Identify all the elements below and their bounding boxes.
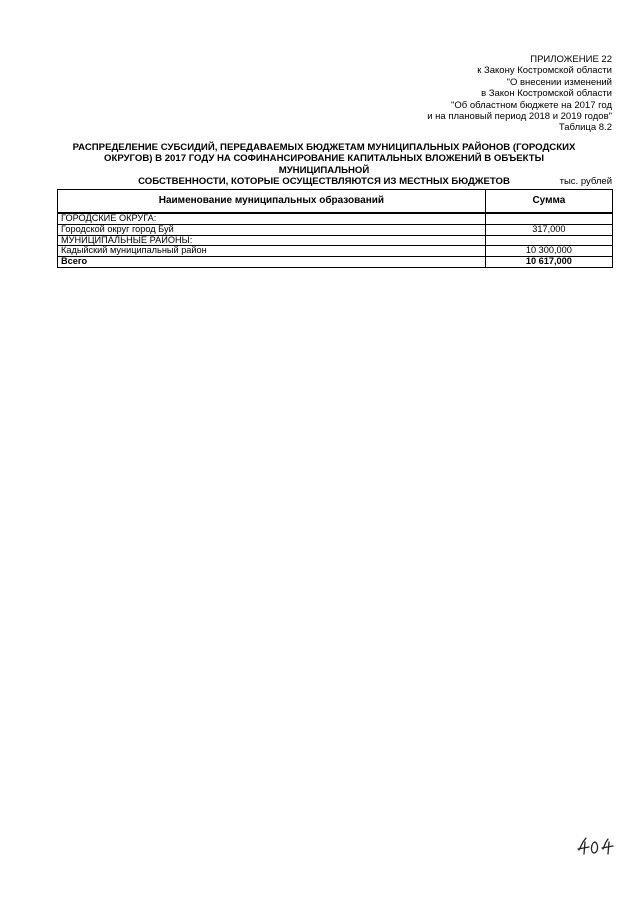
- column-header-sum: Сумма: [485, 190, 612, 214]
- header-line: "О внесении изменений: [506, 76, 612, 88]
- table-row: [58, 213, 613, 224]
- row-name: Кадыйский муниципальный район: [58, 246, 486, 257]
- row-sum: 10 300,000: [485, 246, 612, 257]
- appendix-header: [427, 54, 612, 134]
- title-line: СОБСТВЕННОСТИ, КОТОРЫЕ ОСУЩЕСТВЛЯЮТСЯ ИЗ МЕСТНЫХ БЮДЖЕТОВ: [138, 176, 510, 188]
- header-line: в Закон Костромской области: [481, 88, 612, 100]
- table-row: [58, 235, 613, 246]
- title-line: ОКРУГОВ) В 2017 ГОДУ НА СОФИНАНСИРОВАНИЕ КАПИТАЛЬНЫХ ВЛОЖЕНИЙ В ОБЪЕКТЫ МУНИЦИПАЛЬНОЙ: [104, 153, 544, 176]
- table-header-row: [58, 190, 613, 214]
- title-line: РАСПРЕДЕЛЕНИЕ СУБСИДИЙ, ПЕРЕДАВАЕМЫХ БЮДЖЕТАМ МУНИЦИПАЛЬНЫХ РАЙОНОВ (ГОРОДСКИХ: [72, 142, 576, 153]
- row-sum: [485, 213, 612, 224]
- header-line: к Закону Костромской области: [477, 65, 612, 77]
- total-label: Всего: [58, 257, 486, 268]
- total-sum: 10 617,000: [485, 257, 612, 268]
- table-total-row: [58, 257, 613, 268]
- header-line: ПРИЛОЖЕНИЕ 22: [530, 54, 612, 65]
- header-line: и на плановый период 2018 и 2019 годов": [427, 111, 612, 123]
- document-title: [66, 142, 582, 188]
- subsidy-table: [57, 189, 613, 268]
- row-name: Городской округ город Буй: [58, 224, 486, 235]
- column-header-name: Наименование муниципальных образований: [58, 190, 486, 214]
- row-sum: 317,000: [485, 224, 612, 235]
- handwritten-page-number: [576, 834, 616, 856]
- table-number: Таблица 8.2: [558, 122, 612, 134]
- table-row: [58, 246, 613, 257]
- header-line: "Об областном бюджете на 2017 год: [451, 99, 612, 111]
- row-sum: [485, 235, 612, 246]
- row-name: МУНИЦИПАЛЬНЫЕ РАЙОНЫ:: [58, 235, 486, 246]
- units-label: тыс. рублей: [559, 176, 612, 187]
- row-name: ГОРОДСКИЕ ОКРУГА:: [58, 213, 486, 224]
- table-row: [58, 224, 613, 235]
